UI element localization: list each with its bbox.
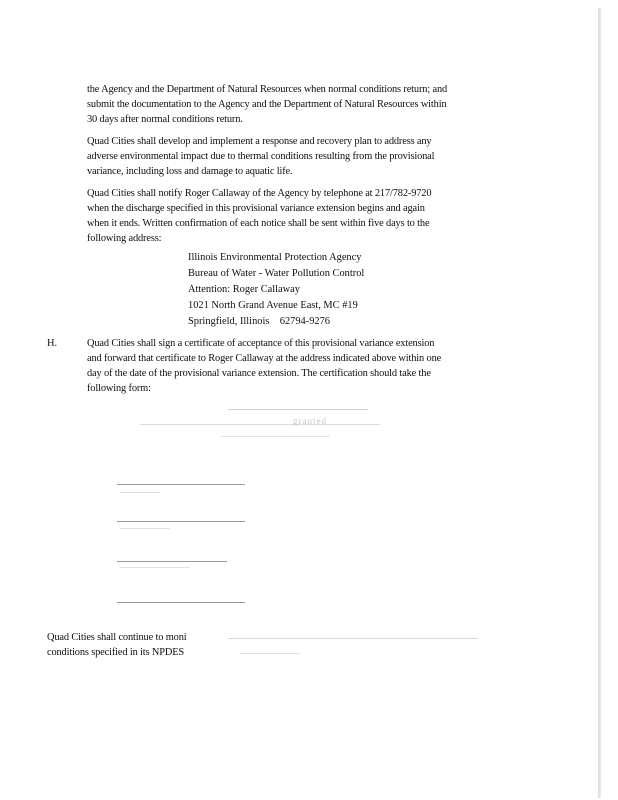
text-line: 30 days after normal conditions return.	[87, 114, 243, 125]
text-line: Quad Cities shall develop and implement a response and recovery plan to address any	[87, 136, 432, 147]
faded-mark	[220, 436, 330, 437]
address-line: Attention: Roger Callaway	[188, 284, 300, 295]
paragraph-certificate	[87, 336, 497, 396]
faded-mark	[120, 492, 160, 493]
faded-mark	[228, 409, 368, 410]
signature-line	[117, 561, 227, 562]
text-line: following address:	[87, 233, 162, 244]
signature-line	[117, 484, 245, 485]
text-line: Quad Cities shall sign a certificate of acceptance of this provisional variance extension	[87, 338, 435, 349]
faded-mark	[240, 653, 300, 654]
text-line: and forward that certificate to Roger Callaway at the address indicated above within one	[87, 353, 442, 364]
text-line: Quad Cities shall continue to moni	[47, 632, 187, 643]
faded-mark	[120, 528, 170, 529]
item-label: H.	[47, 338, 58, 349]
text-line: the Agency and the Department of Natural Resources when normal conditions return; and	[87, 84, 448, 95]
paragraph-response-plan	[87, 134, 492, 179]
address-line: 1021 North Grand Avenue East, MC #19	[188, 300, 358, 311]
address-line: Springfield, Illinois 62794-9276	[188, 316, 330, 327]
text-line: when the discharge specified in this provisional variance extension begins and again	[87, 203, 425, 214]
signature-line	[117, 521, 245, 522]
faded-mark	[228, 638, 478, 639]
address-line: Bureau of Water - Water Pollution Control	[188, 268, 365, 279]
mailing-address	[188, 250, 364, 330]
text-line: variance, including loss and damage to aquatic life.	[87, 166, 293, 177]
address-line: Illinois Environmental Protection Agency	[188, 252, 362, 263]
text-line: day of the date of the provisional variance extension. The certification should take the	[87, 368, 431, 379]
paragraph-continue-monitoring	[47, 630, 217, 660]
faded-word: granted	[293, 416, 327, 426]
text-line: conditions specified in its NPDES	[47, 647, 185, 658]
text-line: when it ends. Written confirmation of each notice shall be sent within five days to the	[87, 218, 430, 229]
text-line: adverse environmental impact due to thermal conditions resulting from the provisional	[87, 151, 435, 162]
faded-mark	[120, 567, 190, 568]
paragraph-notify	[87, 186, 492, 246]
text-line: Quad Cities shall notify Roger Callaway of the Agency by telephone at 217/782-9720	[87, 188, 432, 199]
text-line: submit the documentation to the Agency and the Department of Natural Resources within	[87, 99, 447, 110]
scan-edge-shadow	[598, 8, 601, 798]
paragraph-normal-conditions	[87, 82, 492, 127]
signature-line	[117, 602, 245, 603]
text-line: following form:	[87, 383, 151, 394]
faded-mark	[140, 424, 380, 425]
